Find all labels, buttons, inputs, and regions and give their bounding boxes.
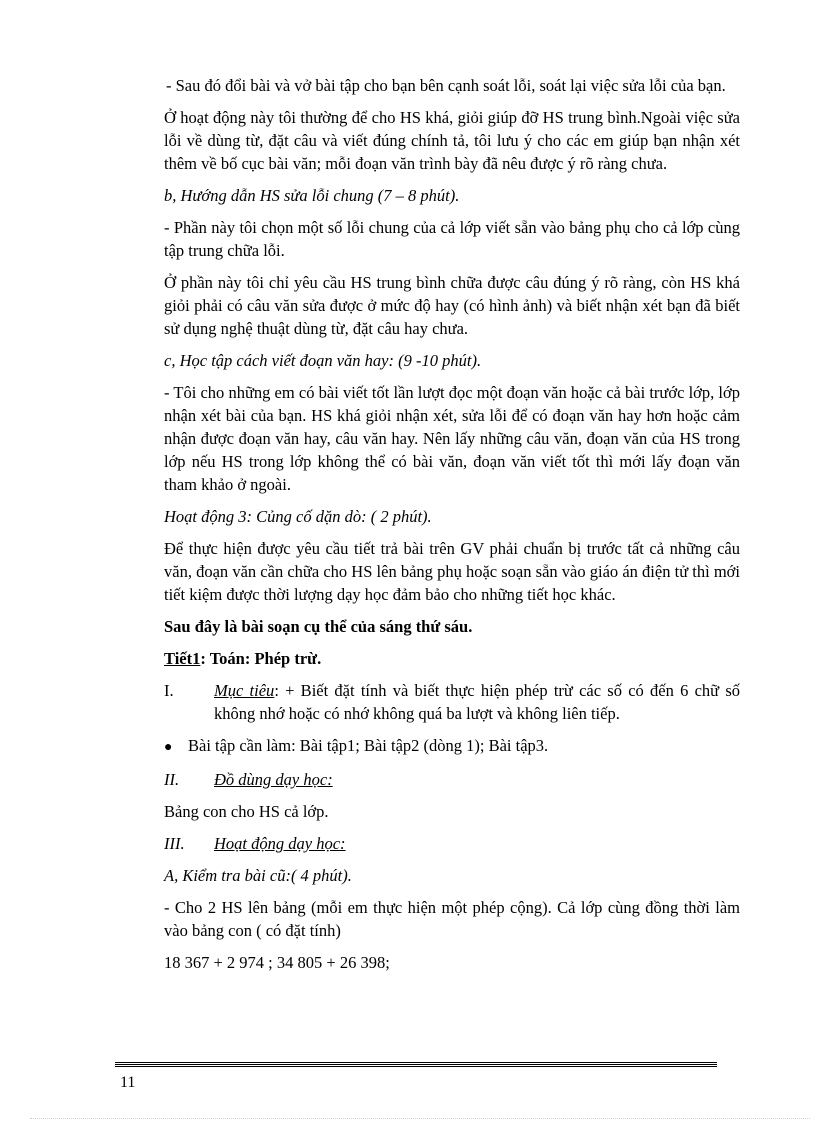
paragraph: - Sau đó đổi bài và vở bài tập cho bạn bên cạnh soát lỗi, soát lại việc sửa lỗi của bạn.	[166, 76, 726, 95]
objectives-text: : + Biết đặt tính và biết thực hiện phép trừ các số có đến 6 chữ số không nhớ hoặc có nhớ không quá ba lượt và không liên tiếp.	[214, 681, 741, 723]
page-body	[164, 74, 740, 974]
paragraph: Để thực hiện được yêu cầu tiết trả bài trên GV phải chuẩn bị trước tất cả những câu văn, đoạn văn cần chữa cho HS lên bảng phụ hoặc soạn sẵn vào giáo án điện tử thì mới tiết kiệm được thời lượng dạy học đảm bảo cho những tiết học khác.	[164, 539, 740, 604]
bold-intro: Sau đây là bài soạn cụ thể của sáng thứ sáu.	[164, 617, 473, 636]
exercise-bullet	[164, 734, 740, 759]
bullet-icon: ●	[164, 740, 173, 755]
section-title: Hoạt động dạy học:	[214, 834, 346, 853]
section-heading: c, Học tập cách viết đoạn văn hay: (9 -10 phút).	[164, 351, 482, 370]
section-heading: A, Kiểm tra bài cũ:( 4 phút).	[164, 866, 352, 885]
section-number: II.	[164, 770, 180, 789]
paragraph: - Phần này tôi chọn một số lỗi chung của cả lớp viết sẵn vào bảng phụ cho cả lớp cùng tập trung chữa lỗi.	[164, 218, 740, 260]
section-heading: Hoạt động 3: Củng cố dặn dò: ( 2 phút).	[164, 507, 432, 526]
bullet-text: Bài tập cần làm: Bài tập1; Bài tập2 (dòng 1); Bài tập3.	[188, 736, 549, 755]
objectives	[214, 679, 740, 725]
math-expression: 18 367 + 2 974 ; 34 805 + 26 398;	[164, 953, 390, 972]
paragraph: - Tôi cho những em có bài viết tốt lần lượt đọc một đoạn văn hoặc cả bài trước lớp, lớp nhận xét bài của bạn. HS khá giỏi nhận xét, sửa lỗi để có đoạn văn hay hơn hoặc cảm nhận được đoạn văn hay, câu văn hay. Nên lấy những câu văn, đoạn văn của HS trong lớp nếu HS trong lớp không thể có bài văn, đoạn văn viết tốt thì mới lấy đoạn văn tham khảo ở ngoài.	[164, 383, 740, 494]
paragraph: - Cho 2 HS lên bảng (mỗi em thực hiện một phép cộng). Cả lớp cùng đồng thời làm vào bảng con ( có đặt tính)	[164, 898, 740, 940]
paragraph: Ở phần này tôi chỉ yêu cầu HS trung bình chữa được câu đúng ý rõ ràng, còn HS khá giỏi phải có câu văn sửa được ở mức độ hay (có hình ảnh) và biết nhận xét bạn đã biết sử dụng nghệ thuật dùng từ, đặt câu hay chưa.	[164, 273, 740, 338]
lesson-subject: : Toán: Phép trừ.	[200, 649, 322, 668]
section-iii	[164, 832, 740, 855]
section-number: III.	[164, 834, 185, 853]
section-title: Đồ dùng dạy học:	[214, 770, 333, 789]
section-number: I.	[164, 681, 174, 700]
lesson-number: Tiết1	[164, 649, 201, 668]
section-ii	[164, 768, 740, 791]
lesson-title	[164, 647, 740, 670]
section-heading: b, Hướng dẫn HS sửa lỗi chung (7 – 8 phút).	[164, 186, 460, 205]
paragraph: Ở hoạt động này tôi thường để cho HS khá, giỏi giúp đỡ HS trung bình.Ngoài việc sửa lỗi về dùng từ, đặt câu và viết đúng chính tả, tôi lưu ý cho các em giúp bạn nhận xét thêm về bố cục bài văn; mỗi đoạn văn trình bày đã nêu được ý rõ ràng chưa.	[164, 108, 740, 173]
footer-rule	[115, 1062, 717, 1065]
objectives-label: Mục tiêu	[214, 681, 275, 700]
page-number: 11	[120, 1074, 136, 1091]
section-i	[164, 679, 740, 725]
paragraph: Bảng con cho HS cả lớp.	[164, 802, 329, 821]
page-edge-divider	[30, 1118, 810, 1119]
footer-rule-thin	[115, 1066, 717, 1067]
